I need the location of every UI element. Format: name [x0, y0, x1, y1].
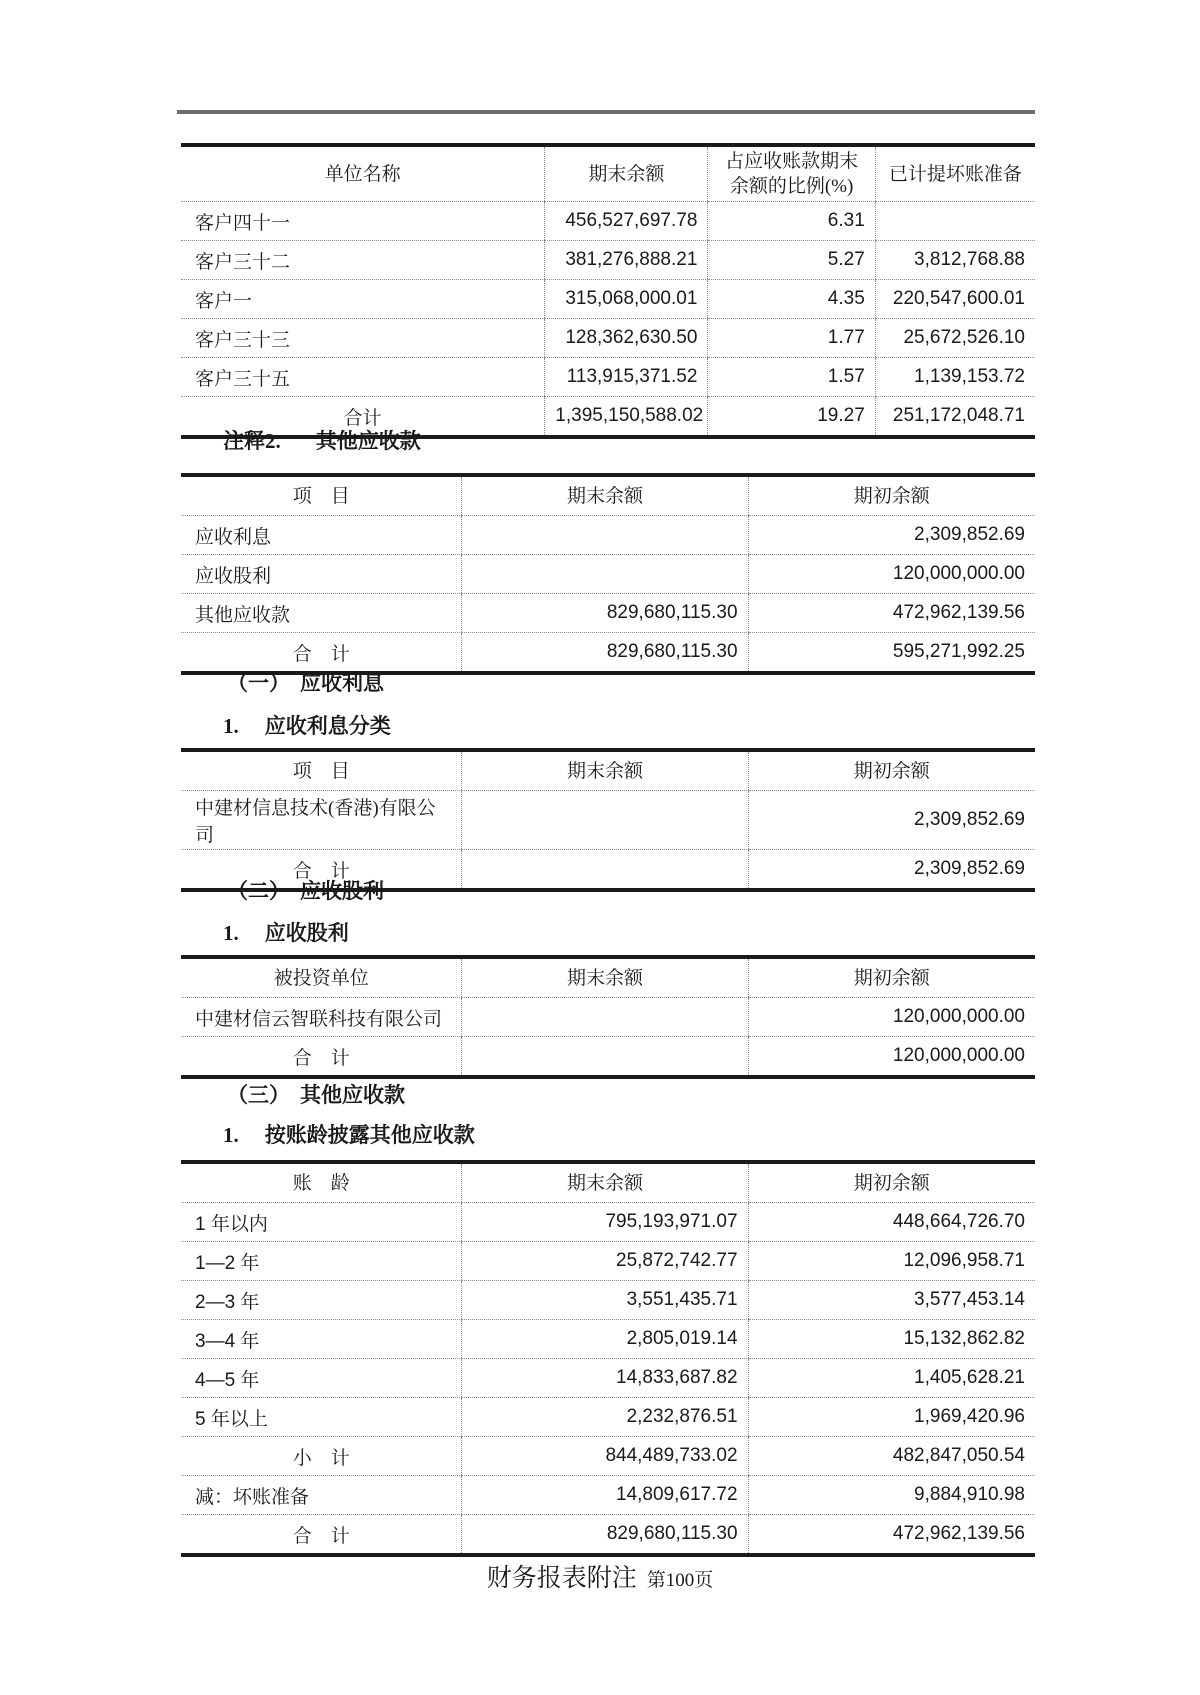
- value-cell: 4.35: [708, 280, 875, 319]
- section-2-title: 应收股利: [300, 879, 384, 903]
- note2-title: 其他应收款: [315, 429, 421, 453]
- value-cell: 5.27: [708, 241, 875, 280]
- table-row: [181, 1242, 1035, 1281]
- interest-receivable-table: [181, 748, 1035, 892]
- table-row: [181, 1476, 1035, 1515]
- value-cell: 315,068,000.01: [545, 280, 708, 319]
- label-cell: 中建材信息技术(香港)有限公司: [181, 791, 462, 850]
- total-row: [181, 1515, 1035, 1556]
- total-label-cell: 合 计: [292, 1525, 350, 1547]
- value-cell: 3,577,453.14: [748, 1281, 1035, 1320]
- value-cell: 220,547,600.01: [875, 280, 1035, 319]
- section-1-label: （一）: [227, 671, 290, 695]
- table-row: [181, 516, 1035, 555]
- header-cell: 期末余额: [462, 1162, 748, 1203]
- table-row: [181, 998, 1035, 1037]
- table-row: [181, 791, 1035, 850]
- subtotal-row: [181, 1437, 1035, 1476]
- header-cell: 期初余额: [748, 475, 1035, 516]
- value-cell: 128,362,630.50: [545, 319, 708, 358]
- header-row: [181, 957, 1035, 998]
- note2-heading: [181, 428, 1077, 454]
- total-label-cell: 合 计: [292, 860, 350, 882]
- label-cell: 客户一: [181, 280, 545, 319]
- value-cell: 2,309,852.69: [748, 850, 1035, 891]
- value-cell: 14,833,687.82: [462, 1359, 748, 1398]
- table-row: [181, 594, 1035, 633]
- table-row: [181, 1359, 1035, 1398]
- value-cell: 3,812,768.88: [875, 241, 1035, 280]
- value-cell: 120,000,000.00: [748, 1037, 1035, 1078]
- total-row: [181, 633, 1035, 674]
- section-2-heading: [181, 878, 1081, 904]
- header-cell: 期初余额: [748, 957, 1035, 998]
- label-cell: 应收股利: [181, 555, 462, 594]
- value-cell: 1,405,628.21: [748, 1359, 1035, 1398]
- table-row: [181, 202, 1035, 241]
- other-receivables-summary-table: [181, 473, 1035, 675]
- value-cell: 844,489,733.02: [462, 1437, 748, 1476]
- value-cell: 829,680,115.30: [462, 633, 748, 674]
- header-row: [181, 145, 1035, 202]
- value-cell: 829,680,115.30: [462, 594, 748, 633]
- value-cell: [462, 516, 748, 555]
- value-cell: [462, 1037, 748, 1078]
- label-cell: 应收利息: [181, 516, 462, 555]
- header-cell: 期末余额: [462, 475, 748, 516]
- value-cell: 472,962,139.56: [748, 1515, 1035, 1556]
- header-cell: 期末余额: [462, 957, 748, 998]
- section-3-1-label: 1.: [223, 1123, 239, 1147]
- header-cell: 已计提坏账准备: [875, 145, 1035, 202]
- label-cell: 客户三十五: [181, 358, 545, 397]
- table-row: [181, 1281, 1035, 1320]
- table-row: [181, 280, 1035, 319]
- value-cell: 1.57: [708, 358, 875, 397]
- value-cell: 120,000,000.00: [748, 555, 1035, 594]
- value-cell: 448,664,726.70: [748, 1203, 1035, 1242]
- header-row: [181, 475, 1035, 516]
- section-3-title: 其他应收款: [300, 1083, 405, 1107]
- label-cell: 2—3 年: [181, 1281, 462, 1320]
- value-cell: [462, 998, 748, 1037]
- label-cell: 1 年以内: [181, 1203, 462, 1242]
- value-cell: 120,000,000.00: [748, 998, 1035, 1037]
- value-cell: 381,276,888.21: [545, 241, 708, 280]
- header-cell: 期初余额: [748, 1162, 1035, 1203]
- section-3-1-title: 按账龄披露其他应收款: [264, 1123, 475, 1147]
- note2-label: 注释2.: [223, 429, 281, 453]
- aging-table: [181, 1160, 1035, 1557]
- page-footer: [0, 1558, 1200, 1594]
- value-cell: [462, 555, 748, 594]
- value-cell: 482,847,050.54: [748, 1437, 1035, 1476]
- header-cell: 占应收账款期末余额的比例(%): [708, 145, 875, 202]
- value-cell: 25,872,742.77: [462, 1242, 748, 1281]
- dividends-receivable-table: [181, 955, 1035, 1079]
- value-cell: 2,232,876.51: [462, 1398, 748, 1437]
- section-2-1-heading: [181, 920, 1077, 946]
- header-cell: 项 目: [181, 475, 462, 516]
- section-3-1-heading: [181, 1122, 1077, 1148]
- footer-page-number: 第100页: [646, 1570, 714, 1591]
- total-label-cell: 合 计: [292, 643, 350, 665]
- label-cell: 中建材信云智联科技有限公司: [181, 998, 462, 1037]
- value-cell: [462, 791, 748, 850]
- label-cell: 客户三十三: [181, 319, 545, 358]
- value-cell: 6.31: [708, 202, 875, 241]
- label-cell: 其他应收款: [181, 594, 462, 633]
- header-cell: 被投资单位: [181, 957, 462, 998]
- section-1-1-heading: [181, 713, 1077, 739]
- section-2-label: （二）: [227, 879, 290, 903]
- header-cell: 期初余额: [748, 750, 1035, 791]
- table-row: [181, 555, 1035, 594]
- value-cell: [875, 202, 1035, 241]
- header-cell: 期末余额: [462, 750, 748, 791]
- header-cell: 账 龄: [181, 1162, 462, 1203]
- label-cell: 1—2 年: [181, 1242, 462, 1281]
- section-3-label: （三）: [227, 1083, 290, 1107]
- header-row: [181, 750, 1035, 791]
- value-cell: 2,805,019.14: [462, 1320, 748, 1359]
- header-rule: [177, 110, 1035, 114]
- value-cell: 456,527,697.78: [545, 202, 708, 241]
- table-row: [181, 358, 1035, 397]
- value-cell: 2,309,852.69: [748, 516, 1035, 555]
- header-cell: 项 目: [181, 750, 462, 791]
- label-cell: 减：坏账准备: [181, 1476, 462, 1515]
- value-cell: 15,132,862.82: [748, 1320, 1035, 1359]
- section-3-heading: [181, 1082, 1081, 1108]
- section-1-title: 应收利息: [300, 671, 384, 695]
- value-cell: 1,395,150,588.02: [545, 397, 708, 438]
- section-1-1-title: 应收利息分类: [264, 714, 391, 738]
- value-cell: 795,193,971.07: [462, 1203, 748, 1242]
- table-row: [181, 1203, 1035, 1242]
- value-cell: 1.77: [708, 319, 875, 358]
- value-cell: 14,809,617.72: [462, 1476, 748, 1515]
- value-cell: 19.27: [708, 397, 875, 438]
- label-cell: 客户四十一: [181, 202, 545, 241]
- value-cell: 9,884,910.98: [748, 1476, 1035, 1515]
- header-cell: 期末余额: [545, 145, 708, 202]
- section-2-1-title: 应收股利: [264, 921, 349, 945]
- header-cell: 单位名称: [181, 145, 545, 202]
- value-cell: 3,551,435.71: [462, 1281, 748, 1320]
- label-cell: 3—4 年: [181, 1320, 462, 1359]
- value-cell: 595,271,992.25: [748, 633, 1035, 674]
- table-row: [181, 1398, 1035, 1437]
- value-cell: 251,172,048.71: [875, 397, 1035, 438]
- section-1-1-label: 1.: [223, 714, 239, 738]
- table-row: [181, 241, 1035, 280]
- value-cell: 1,969,420.96: [748, 1398, 1035, 1437]
- value-cell: 2,309,852.69: [748, 791, 1035, 850]
- value-cell: 12,096,958.71: [748, 1242, 1035, 1281]
- label-cell: 5 年以上: [181, 1398, 462, 1437]
- value-cell: 113,915,371.52: [545, 358, 708, 397]
- total-row: [181, 1037, 1035, 1078]
- top-customers-table: [181, 143, 1035, 439]
- footer-title: 财务报表附注: [486, 1565, 637, 1592]
- value-cell: 1,139,153.72: [875, 358, 1035, 397]
- section-2-1-label: 1.: [223, 921, 239, 945]
- table-row: [181, 1320, 1035, 1359]
- label-cell: 客户三十二: [181, 241, 545, 280]
- total-label-cell: 合计: [343, 407, 382, 429]
- total-label-cell: 合 计: [292, 1047, 350, 1069]
- section-1-heading: [181, 670, 1081, 696]
- header-row: [181, 1162, 1035, 1203]
- value-cell: 829,680,115.30: [462, 1515, 748, 1556]
- value-cell: 472,962,139.56: [748, 594, 1035, 633]
- label-cell: 4—5 年: [181, 1359, 462, 1398]
- value-cell: 25,672,526.10: [875, 319, 1035, 358]
- subtotal-label-cell: 小 计: [181, 1437, 462, 1476]
- table-row: [181, 319, 1035, 358]
